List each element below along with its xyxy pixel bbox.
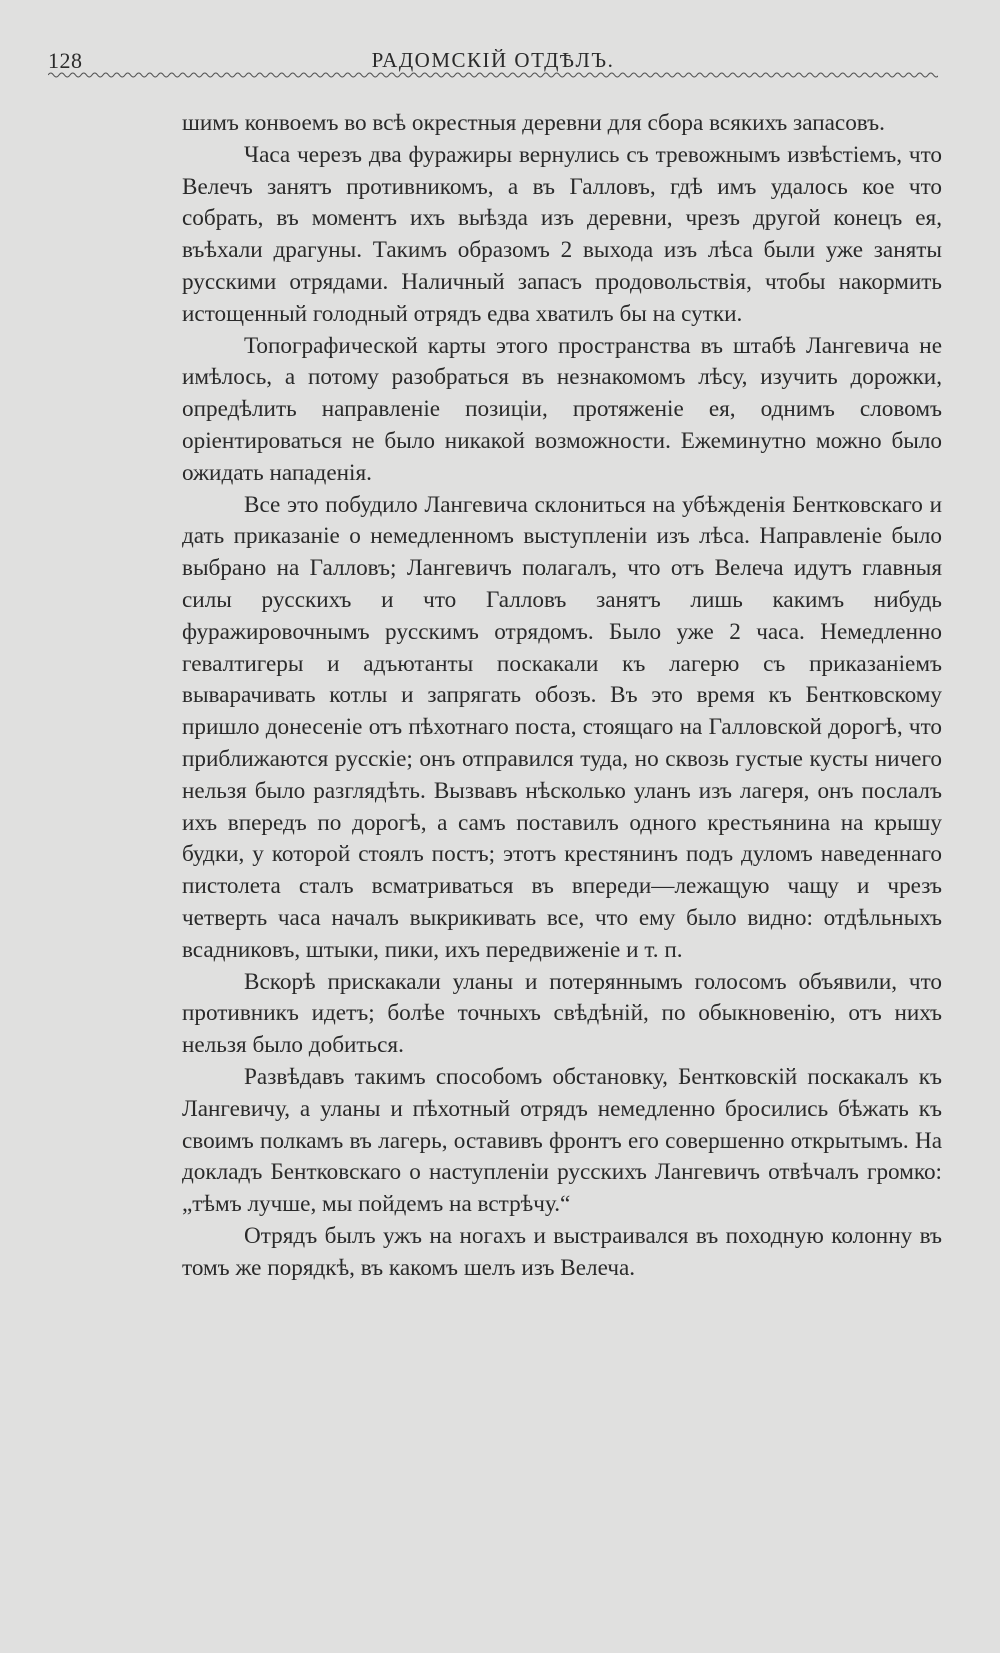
paragraph-7: Отрядъ былъ ужъ на ногахъ и выстраивался въ походную колонну въ томъ же порядкѣ, въ какомъ шелъ изъ Велеча. [182,1222,942,1281]
paragraph-4: Все это побудило Лангевича склониться на убѣжденія Бентковскаго и дать приказаніе о немедленномъ выступленіи изъ лѣса. Направленіе было выбрано на Галловъ; Лангевичъ полагалъ, что отъ Велеча идутъ главныя силы русскихъ и что Галловъ занятъ лишь какимъ нибудь фуражировочнымъ русскимъ отрядомъ. Было уже 2 часа. Немедленно гевалтигеры и адъютанты поскакали къ лагерю съ приказаніемъ выварачивать котлы и запрягать обозъ. Въ это время къ Бентковскому пришло донесеніе отъ пѣхотнаго поста, стоящаго на Галловской дорогѣ, что приближаются русскіе; онъ отправился туда, но сквозь густые кусты ничего нельзя было разглядѣть. Вызвавъ нѣсколько уланъ изъ лагеря, онъ послалъ ихъ впередъ по дорогѣ, а самъ поставилъ одного крестьянина на крышу будки, у которой стоялъ постъ; этотъ крестянинъ подъ дуломъ наведеннаго пистолета сталъ всматриваться въ впереди—лежащую чащу и чрезъ четверть часа началъ выкрикивать все, что ему было видно: отдѣльныхъ всадниковъ, штыки, пики, ихъ передвиженіе и т. п. [182,491,942,963]
body-text [182,108,942,1284]
paragraph-2: Часа черезъ два фуражиры вернулись съ тревожнымъ извѣстіемъ, что Велечъ занятъ противникомъ, а въ Галловъ, гдѣ имъ удалось кое что собрать, въ моментъ ихъ выѣзда изъ деревни, чрезъ другой конецъ ея, въѣхали драгуны. Такимъ образомъ 2 выхода изъ лѣса были уже заняты русскими отрядами. Наличный запасъ продовольствія, чтобы накормить истощенный голодный отрядъ едва хватилъ бы на сутки. [182,141,942,327]
paragraph-5: Вскорѣ прискакали уланы и потеряннымъ голосомъ объявили, что противникъ идетъ; болѣе точныхъ свѣдѣній, по обыкновенію, отъ нихъ нельзя было добиться. [182,968,942,1059]
paragraph-1: шимъ конвоемъ во всѣ окрестныя деревни для сбора всякихъ запасовъ. [182,110,885,136]
running-head: РАДОМСКІЙ ОТДѢЛЪ. [371,48,615,72]
paragraph-6: Развѣдавъ такимъ способомъ обстановку, Бентковскій поскакалъ къ Лангевичу, а уланы и пѣхотный отрядъ немедленно бросились бѣжать къ своимъ полкамъ въ лагерь, оставивъ фронтъ его совершенно открытымъ. На докладъ Бентковскаго о наступленіи русскихъ Лангевичъ отвѣчалъ громко: „тѣмъ лучше, мы пойдемъ на встрѣчу.“ [182,1063,942,1218]
wavy-header-rule [48,68,938,82]
paragraph-3: Топографической карты этого пространства въ штабѣ Лангевича не имѣлось, а потому разобраться въ незнакомомъ лѣсу, изучить дорожки, опредѣлить направленіе позиціи, протяженіе ея, однимъ словомъ оріентироваться не было никакой возможности. Ежеминутно можно было ожидать нападенія. [182,332,942,486]
wavy-rule-line [48,73,938,77]
page-number: 128 [48,48,83,73]
